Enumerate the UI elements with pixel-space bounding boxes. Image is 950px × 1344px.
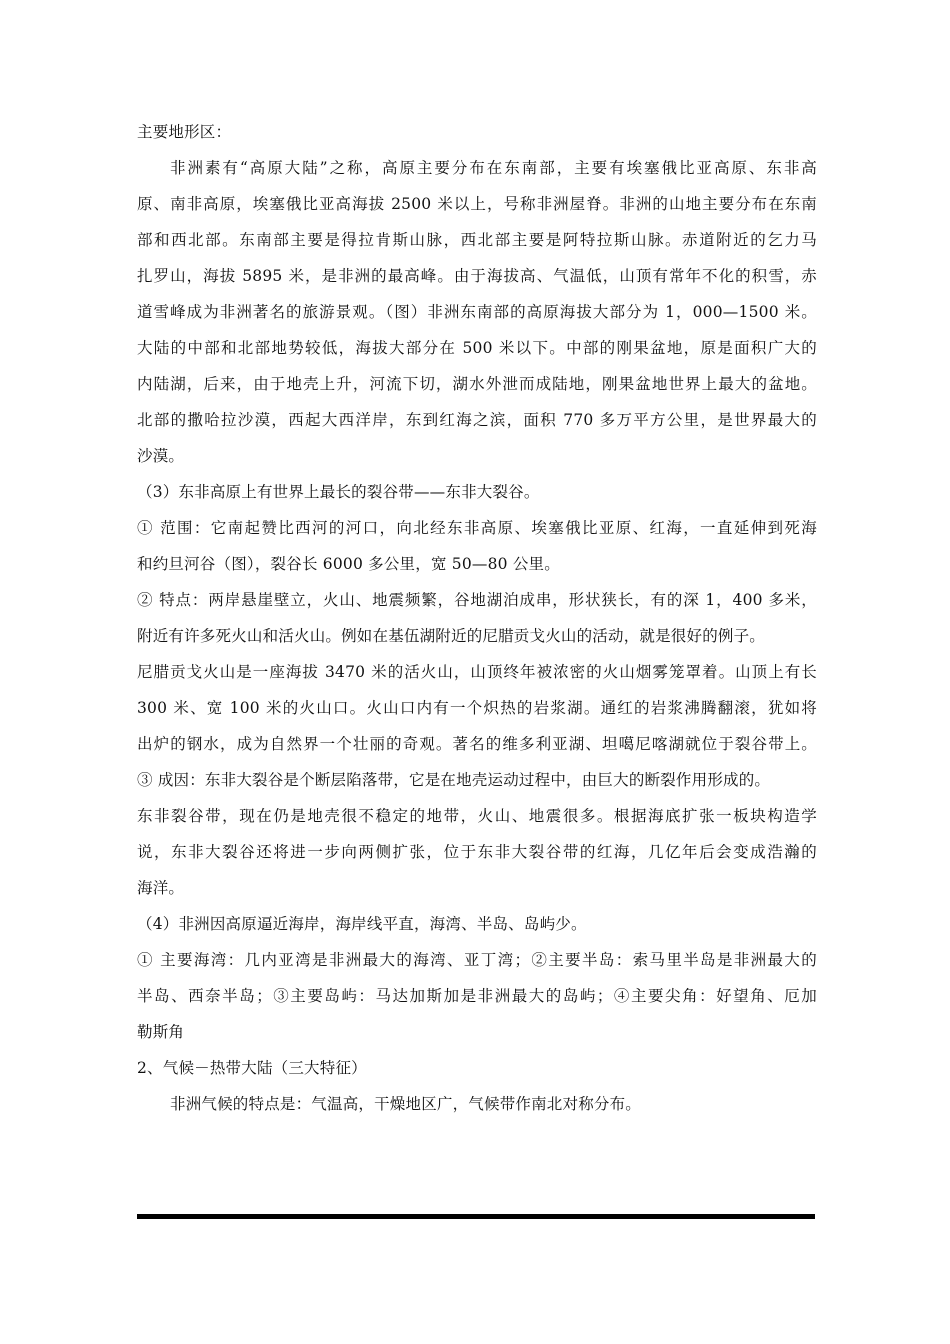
item3-heading: （3）东非高原上有世界上最长的裂谷带——东非大裂谷。 — [137, 483, 540, 501]
item3-cause — [137, 766, 817, 902]
text-line: 300 米、宽 100 米的火山口。火山口内有一个炽热的岩浆湖。通红的岩浆沸腾翻滚，犹如将 — [137, 699, 817, 717]
text-line: 东非裂谷带，现在仍是地壳很不稳定的地带，火山、地震很多。根据海底扩张一板块构造学 — [137, 807, 817, 825]
paragraph-plateau — [137, 154, 817, 470]
item3-range — [137, 514, 817, 578]
document-body — [137, 118, 817, 1126]
item4-heading: （4）非洲因高原逼近海岸，海岸线平直，海湾、半岛、岛屿少。 — [137, 915, 587, 933]
item4-details — [137, 946, 817, 1046]
text-line: ③ 成因：东非大裂谷是个断层陷落带，它是在地壳运动过程中，由巨大的断裂作用形成的。 — [137, 771, 771, 789]
text-line: 说，东非大裂谷还将进一步向两侧扩张，位于东非大裂谷带的红海，几亿年后会变成浩瀚的 — [137, 843, 817, 861]
text-line: ① 范围：它南起赞比西河的河口，向北经东非高原、埃塞俄比亚原、红海，一直延伸到死海 — [137, 519, 817, 537]
text-line: 部和西北部。东南部主要是得拉肯斯山脉，西北部主要是阿特拉斯山脉。赤道附近的乞力马 — [137, 231, 817, 249]
text-line: 和约旦河谷（图），裂谷长 6000 多公里，宽 50—80 公里。 — [137, 555, 560, 573]
text-line: 尼腊贡戈火山是一座海拔 3470 米的活火山，山顶终年被浓密的火山烟雾笼罩着。山顶上有长 — [137, 663, 817, 681]
text-line: 北部的撒哈拉沙漠，西起大西洋岸，东到红海之滨，面积 770 多万平方公里，是世界最大的 — [137, 411, 817, 429]
climate-paragraph: 非洲气候的特点是：气温高，干燥地区广，气候带作南北对称分布。 — [170, 1095, 642, 1113]
text-line: 海洋。 — [137, 879, 185, 897]
heading-main-terrain: 主要地形区： — [137, 123, 232, 141]
text-line: 半岛、西奈半岛；③主要岛屿：马达加斯加是非洲最大的岛屿；④主要尖角：好望角、厄加 — [137, 987, 817, 1005]
section2-heading: 2、气候－热带大陆（三大特征） — [137, 1059, 367, 1077]
text-line: 沙漠。 — [137, 447, 185, 465]
text-line: 大陆的中部和北部地势较低，海拔大部分在 500 米以下。中部的刚果盆地，原是面积广大的 — [137, 339, 817, 357]
text-line: 非洲素有“高原大陆”之称，高原主要分布在东南部，主要有埃塞俄比亚高原、东非高 — [170, 159, 817, 177]
text-line: 扎罗山，海拔 5895 米，是非洲的最高峰。由于海拔高、气温低，山顶有常年不化的积雪，赤 — [137, 267, 817, 285]
text-line: 原、南非高原，埃塞俄比亚高海拔 2500 米以上，号称非洲屋脊。非洲的山地主要分布在东南 — [137, 195, 817, 213]
text-line: 勒斯角 — [137, 1023, 185, 1041]
text-line: 道雪峰成为非洲著名的旅游景观。（图）非洲东南部的高原海拔大部分为 1，000—1500 米。 — [137, 303, 817, 321]
text-line: ① 主要海湾：几内亚湾是非洲最大的海湾、亚丁湾；②主要半岛：索马里半岛是非洲最大的 — [137, 951, 817, 969]
text-line: ② 特点：两岸悬崖壁立，火山、地震频繁，谷地湖泊成串，形状狭长，有的深 1，400 多米， — [137, 591, 817, 609]
text-line: 附近有许多死火山和活火山。例如在基伍湖附近的尼腊贡戈火山的活动，就是很好的例子。 — [137, 627, 766, 645]
item3-features — [137, 586, 817, 758]
text-line: 出炉的钢水，成为自然界一个壮丽的奇观。著名的维多利亚湖、坦噶尼喀湖就位于裂谷带上。 — [137, 735, 817, 753]
footer-rule — [137, 1214, 815, 1219]
text-line: 内陆湖，后来，由于地壳上升，河流下切，湖水外泄而成陆地，刚果盆地世界上最大的盆地。 — [137, 375, 817, 393]
